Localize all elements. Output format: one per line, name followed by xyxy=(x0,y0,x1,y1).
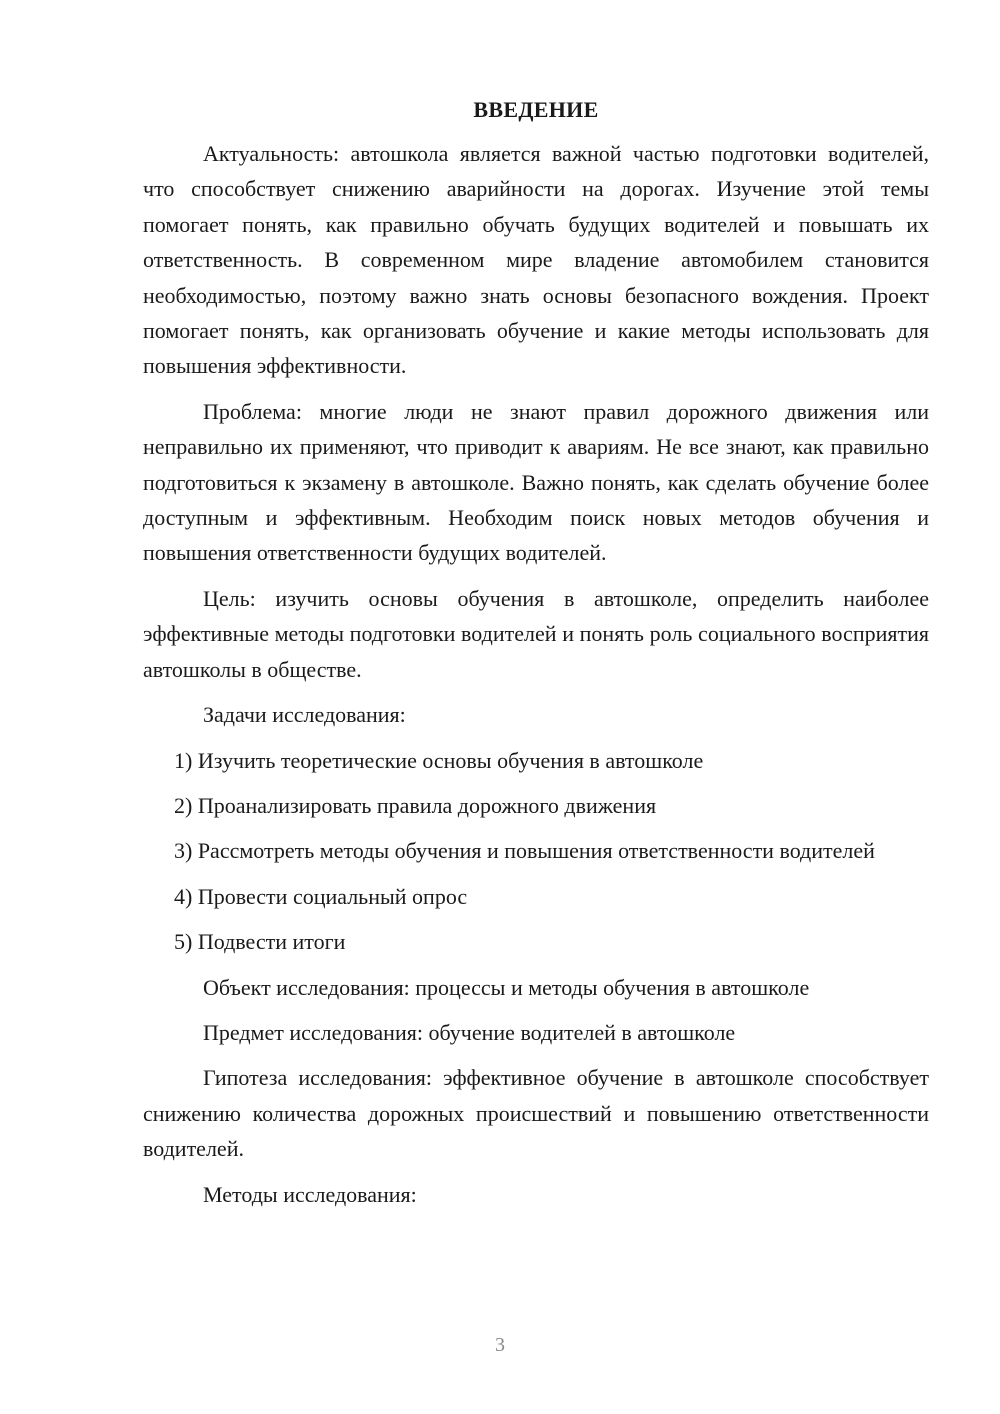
task-item-4: 4) Провести социальный опрос xyxy=(174,883,468,909)
object-paragraph: Объект исследования: процессы и методы обучения в автошколе xyxy=(203,974,810,1000)
task-item-1: 1) Изучить теоретические основы обучения в автошколе xyxy=(174,747,704,773)
document-page xyxy=(143,94,929,1212)
page-title: ВВЕДЕНИЕ xyxy=(473,97,599,122)
task-item-2: 2) Проанализировать правила дорожного движения xyxy=(174,792,657,818)
goal-paragraph: Цель: изучить основы обучения в автошколе, определить наиболее эффективные методы подготовки водителей и понять роль социального восприятия автошколы в обществе. xyxy=(143,585,929,682)
hypothesis-paragraph: Гипотеза исследования: эффективное обучение в автошколе способствует снижению количества дорожных происшествий и повышению ответственности водителей. xyxy=(143,1065,929,1162)
relevance-paragraph: Актуальность: автошкола является важной частью подготовки водителей, что способствует снижению аварийности на дорогах. Изучение этой темы помогает понять, как правильно обучать будущих водителей и повышать их ответственность. В современном мире владение автомобилем становится необходимостью, поэтому важно знать основы безопасного вождения. Проект помогает понять, как организовать обучение и какие методы использовать для повышения эффективности. xyxy=(143,141,929,379)
methods-heading: Методы исследования: xyxy=(203,1181,417,1207)
task-item-3: 3) Рассмотреть методы обучения и повышения ответственности водителей xyxy=(174,838,875,864)
page-number: 3 xyxy=(495,1334,505,1356)
task-item-5: 5) Подвести итоги xyxy=(174,929,346,955)
subject-paragraph: Предмет исследования: обучение водителей в автошколе xyxy=(203,1019,736,1045)
tasks-heading: Задачи исследования: xyxy=(203,702,406,728)
problem-paragraph: Проблема: многие люди не знают правил дорожного движения или неправильно их применяют, что приводит к авариям. Не все знают, как правильно подготовиться к экзамену в автошколе. Важно понять, как сделать обучение более доступным и эффективным. Необходим поиск новых методов обучения и повышения ответственности будущих водителей. xyxy=(143,398,929,566)
